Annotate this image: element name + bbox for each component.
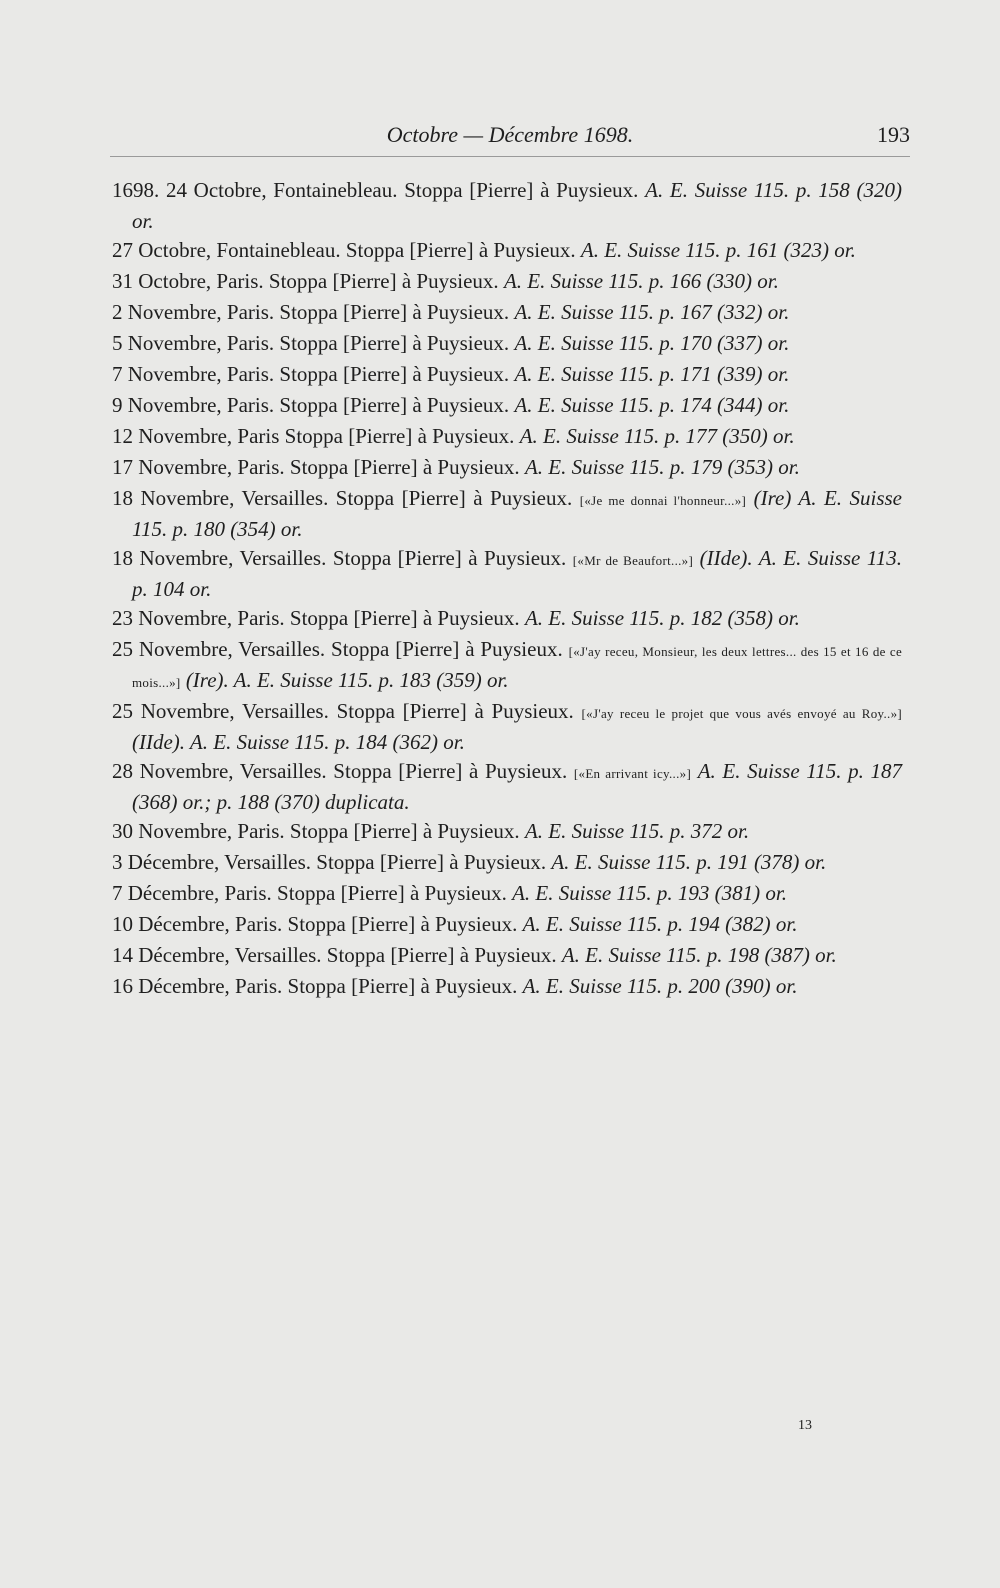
- entry-list: [112, 176, 902, 1003]
- entry-17: 3 Décembre, Versailles. Stoppa [Pierre] à Puysieux. A. E. Suisse 115. p. 191 (378) or.: [112, 850, 827, 874]
- entry-20: 14 Décembre, Versailles. Stoppa [Pierre] à Puysieux. A. E. Suisse 115. p. 198 (387) or.: [112, 943, 837, 967]
- entry-4: 2 Novembre, Paris. Stoppa [Pierre] à Puysieux. A. E. Suisse 115. p. 167 (332) or.: [112, 300, 790, 324]
- entry-21: 16 Décembre, Paris. Stoppa [Pierre] à Puysieux. A. E. Suisse 115. p. 200 (390) or.: [112, 974, 798, 998]
- entry-19: 10 Décembre, Paris. Stoppa [Pierre] à Puysieux. A. E. Suisse 115. p. 194 (382) or.: [112, 912, 798, 936]
- signature-mark: 13: [798, 1418, 812, 1433]
- header-title: Octobre — Décembre 1698.: [386, 122, 634, 147]
- entry-12: 23 Novembre, Paris. Stoppa [Pierre] à Puysieux. A. E. Suisse 115. p. 182 (358) or.: [112, 606, 800, 630]
- entry-1: 1698. 24 Octobre, Fontainebleau. Stoppa [Pierre] à Puysieux. A. E. Suisse 115. p. 158 (320) or.: [112, 178, 903, 233]
- entry-18: 7 Décembre, Paris. Stoppa [Pierre] à Puysieux. A. E. Suisse 115. p. 193 (381) or.: [112, 881, 788, 905]
- entry-10: 18 Novembre, Versailles. Stoppa [Pierre] à Puysieux. [«Je me donnai l'honneur...»] (Ire) A. E. Suisse 115. p. 180 (354) or.: [112, 486, 902, 541]
- entry-5: 5 Novembre, Paris. Stoppa [Pierre] à Puysieux. A. E. Suisse 115. p. 170 (337) or.: [112, 331, 790, 355]
- entry-3: 31 Octobre, Paris. Stoppa [Pierre] à Puysieux. A. E. Suisse 115. p. 166 (330) or.: [112, 269, 779, 293]
- entry-7: 9 Novembre, Paris. Stoppa [Pierre] à Puysieux. A. E. Suisse 115. p. 174 (344) or.: [112, 393, 790, 417]
- entry-2: 27 Octobre, Fontainebleau. Stoppa [Pierre] à Puysieux. A. E. Suisse 115. p. 161 (323) or.: [112, 238, 856, 262]
- entry-15: 28 Novembre, Versailles. Stoppa [Pierre] à Puysieux. [«En arrivant icy...»] A. E. Suisse 115. p. 187 (368) or.; p. 188 (370) duplicata.: [112, 759, 902, 814]
- page-number: 193: [877, 122, 910, 147]
- entry-11: 18 Novembre, Versailles. Stoppa [Pierre] à Puysieux. [«Mr de Beaufort...»] (IIde). A. E. Suisse 113. p. 104 or.: [112, 546, 903, 601]
- entry-8: 12 Novembre, Paris Stoppa [Pierre] à Puysieux. A. E. Suisse 115. p. 177 (350) or.: [112, 424, 795, 448]
- entry-9: 17 Novembre, Paris. Stoppa [Pierre] à Puysieux. A. E. Suisse 115. p. 179 (353) or.: [112, 455, 800, 479]
- entry-13: 25 Novembre, Versailles. Stoppa [Pierre] à Puysieux. [«J'ay receu, Monsieur, les deux lettres... des 15 et 16 de ce mois...»] (Ire). A. E. Suisse 115. p. 183 (359) or.: [112, 637, 903, 692]
- entry-14: 25 Novembre, Versailles. Stoppa [Pierre] à Puysieux. [«J'ay receu le projet que vous avés envoyé au Roy..»] (IIde). A. E. Suisse 115. p. 184 (362) or.: [112, 699, 902, 754]
- entry-16: 30 Novembre, Paris. Stoppa [Pierre] à Puysieux. A. E. Suisse 115. p. 372 or.: [112, 819, 750, 843]
- entry-6: 7 Novembre, Paris. Stoppa [Pierre] à Puysieux. A. E. Suisse 115. p. 171 (339) or.: [112, 362, 790, 386]
- running-header: [110, 122, 910, 157]
